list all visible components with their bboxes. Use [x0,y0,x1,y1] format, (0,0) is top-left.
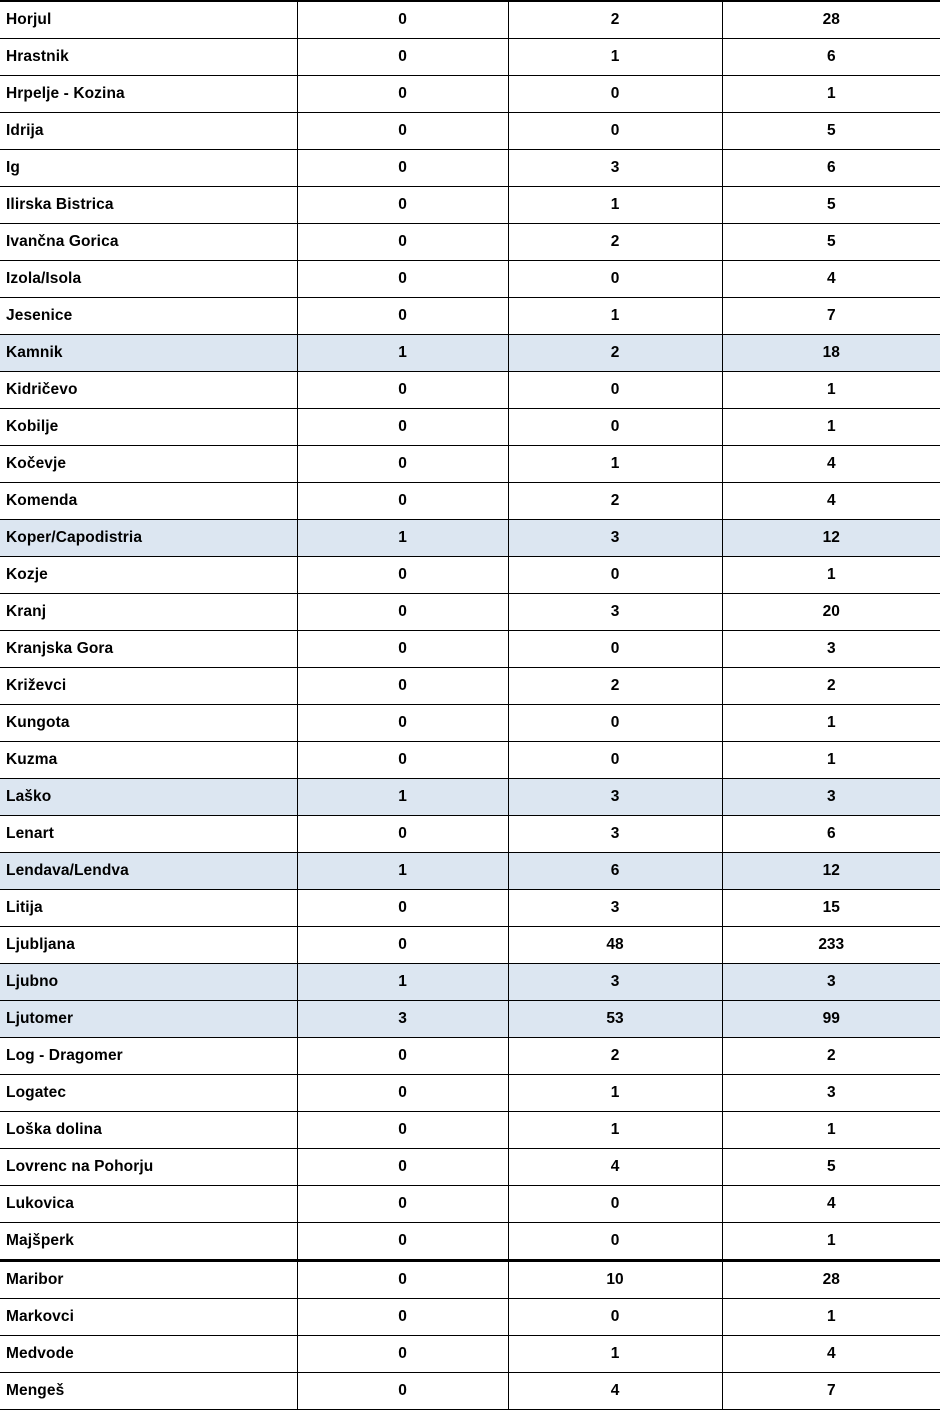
cell-value-2[interactable]: 10 [508,1261,722,1299]
cell-value-3[interactable]: 6 [722,39,940,76]
cell-municipality-name[interactable]: Ig [0,150,297,187]
cell-value-1[interactable]: 0 [297,446,508,483]
cell-value-1[interactable]: 0 [297,1223,508,1261]
cell-value-3[interactable]: 12 [722,853,940,890]
cell-value-2[interactable]: 0 [508,372,722,409]
cell-value-2[interactable]: 2 [508,224,722,261]
table-row[interactable] [0,483,940,520]
cell-municipality-name[interactable]: Kočevje [0,446,297,483]
cell-value-3[interactable]: 5 [722,187,940,224]
cell-value-2[interactable]: 0 [508,113,722,150]
cell-value-3[interactable]: 20 [722,594,940,631]
table-row[interactable] [0,1075,940,1112]
cell-value-2[interactable]: 0 [508,261,722,298]
table-row[interactable] [0,150,940,187]
cell-value-3[interactable]: 3 [722,964,940,1001]
cell-value-1[interactable]: 0 [297,890,508,927]
table-row[interactable] [0,1186,940,1223]
table-row[interactable] [0,1001,940,1038]
cell-value-1[interactable]: 0 [297,76,508,113]
cell-value-1[interactable]: 1 [297,520,508,557]
table-row[interactable] [0,1299,940,1336]
cell-municipality-name[interactable]: Kungota [0,705,297,742]
cell-municipality-name[interactable]: Ljubljana [0,927,297,964]
cell-value-3[interactable]: 1 [722,76,940,113]
cell-municipality-name[interactable]: Idrija [0,113,297,150]
cell-municipality-name[interactable]: Mengeš [0,1373,297,1410]
cell-value-1[interactable]: 0 [297,631,508,668]
cell-value-3[interactable]: 12 [722,520,940,557]
cell-value-3[interactable]: 5 [722,224,940,261]
cell-value-3[interactable]: 4 [722,446,940,483]
cell-value-3[interactable]: 5 [722,113,940,150]
cell-value-2[interactable]: 2 [508,1038,722,1075]
cell-value-3[interactable]: 1 [722,742,940,779]
cell-value-3[interactable]: 3 [722,779,940,816]
table-row[interactable] [0,705,940,742]
cell-value-1[interactable]: 0 [297,1373,508,1410]
cell-value-1[interactable]: 0 [297,224,508,261]
cell-value-2[interactable]: 3 [508,150,722,187]
cell-value-3[interactable]: 1 [722,1223,940,1261]
cell-value-2[interactable]: 2 [508,483,722,520]
cell-value-2[interactable]: 53 [508,1001,722,1038]
table-row[interactable] [0,594,940,631]
cell-value-1[interactable]: 0 [297,816,508,853]
cell-value-1[interactable]: 1 [297,779,508,816]
cell-value-1[interactable]: 3 [297,1001,508,1038]
cell-value-1[interactable]: 0 [297,705,508,742]
table-row[interactable] [0,446,940,483]
table-row[interactable] [0,890,940,927]
cell-value-3[interactable]: 1 [722,1299,940,1336]
cell-value-2[interactable]: 0 [508,1186,722,1223]
table-row[interactable] [0,335,940,372]
cell-value-1[interactable]: 0 [297,594,508,631]
table-row[interactable] [0,853,940,890]
cell-municipality-name[interactable]: Komenda [0,483,297,520]
cell-value-1[interactable]: 1 [297,964,508,1001]
cell-value-1[interactable]: 0 [297,668,508,705]
cell-value-1[interactable]: 0 [297,1261,508,1299]
cell-value-3[interactable]: 4 [722,261,940,298]
cell-municipality-name[interactable]: Kranj [0,594,297,631]
cell-value-2[interactable]: 3 [508,779,722,816]
cell-municipality-name[interactable]: Maribor [0,1261,297,1299]
cell-municipality-name[interactable]: Hrastnik [0,39,297,76]
cell-value-2[interactable]: 3 [508,594,722,631]
cell-value-2[interactable]: 3 [508,816,722,853]
cell-value-2[interactable]: 1 [508,1075,722,1112]
cell-value-1[interactable]: 0 [297,483,508,520]
cell-value-3[interactable]: 6 [722,150,940,187]
cell-value-2[interactable]: 0 [508,1299,722,1336]
cell-value-2[interactable]: 6 [508,853,722,890]
cell-value-1[interactable]: 0 [297,113,508,150]
cell-value-3[interactable]: 1 [722,409,940,446]
cell-value-2[interactable]: 2 [508,335,722,372]
cell-municipality-name[interactable]: Markovci [0,1299,297,1336]
table-row[interactable] [0,187,940,224]
cell-municipality-name[interactable]: Kidričevo [0,372,297,409]
cell-value-3[interactable]: 3 [722,631,940,668]
table-row[interactable] [0,372,940,409]
cell-value-2[interactable]: 1 [508,187,722,224]
cell-value-2[interactable]: 0 [508,409,722,446]
cell-value-3[interactable]: 4 [722,483,940,520]
cell-value-2[interactable]: 48 [508,927,722,964]
cell-value-3[interactable]: 28 [722,1261,940,1299]
cell-value-2[interactable]: 4 [508,1373,722,1410]
cell-municipality-name[interactable]: Medvode [0,1336,297,1373]
cell-value-3[interactable]: 1 [722,705,940,742]
table-row[interactable] [0,927,940,964]
cell-value-3[interactable]: 7 [722,1373,940,1410]
cell-value-2[interactable]: 4 [508,1149,722,1186]
cell-value-1[interactable]: 0 [297,1186,508,1223]
cell-value-2[interactable]: 0 [508,76,722,113]
table-row[interactable] [0,779,940,816]
cell-municipality-name[interactable]: Ljutomer [0,1001,297,1038]
table-row[interactable] [0,1149,940,1186]
cell-value-1[interactable]: 0 [297,150,508,187]
cell-value-1[interactable]: 0 [297,372,508,409]
cell-municipality-name[interactable]: Hrpelje - Kozina [0,76,297,113]
cell-value-1[interactable]: 0 [297,187,508,224]
cell-value-1[interactable]: 0 [297,261,508,298]
cell-value-1[interactable]: 1 [297,853,508,890]
cell-value-1[interactable]: 0 [297,742,508,779]
cell-value-1[interactable]: 1 [297,335,508,372]
table-body [0,1,940,1410]
cell-municipality-name[interactable]: Križevci [0,668,297,705]
cell-value-3[interactable]: 1 [722,1112,940,1149]
cell-value-3[interactable]: 6 [722,816,940,853]
cell-municipality-name[interactable]: Litija [0,890,297,927]
cell-value-3[interactable]: 1 [722,557,940,594]
cell-municipality-name[interactable]: Logatec [0,1075,297,1112]
cell-municipality-name[interactable]: Ljubno [0,964,297,1001]
cell-municipality-name[interactable]: Lovrenc na Pohorju [0,1149,297,1186]
cell-municipality-name[interactable]: Kobilje [0,409,297,446]
cell-municipality-name[interactable]: Ilirska Bistrica [0,187,297,224]
cell-municipality-name[interactable]: Lenart [0,816,297,853]
table-row[interactable] [0,113,940,150]
cell-value-3[interactable]: 2 [722,1038,940,1075]
cell-municipality-name[interactable]: Lukovica [0,1186,297,1223]
cell-municipality-name[interactable]: Lendava/Lendva [0,853,297,890]
cell-value-2[interactable]: 0 [508,742,722,779]
cell-value-3[interactable]: 1 [722,372,940,409]
cell-value-1[interactable]: 0 [297,557,508,594]
cell-value-3[interactable]: 3 [722,1075,940,1112]
table-row[interactable] [0,557,940,594]
cell-value-2[interactable]: 1 [508,1112,722,1149]
cell-value-3[interactable]: 2 [722,668,940,705]
cell-value-2[interactable]: 0 [508,631,722,668]
cell-municipality-name[interactable]: Laško [0,779,297,816]
cell-municipality-name[interactable]: Ivančna Gorica [0,224,297,261]
table-row[interactable] [0,742,940,779]
cell-value-2[interactable]: 3 [508,520,722,557]
cell-municipality-name[interactable]: Loška dolina [0,1112,297,1149]
cell-value-2[interactable]: 1 [508,298,722,335]
table-row[interactable] [0,261,940,298]
cell-value-2[interactable]: 3 [508,964,722,1001]
table-row[interactable] [0,1038,940,1075]
cell-municipality-name[interactable]: Jesenice [0,298,297,335]
cell-value-3[interactable]: 4 [722,1186,940,1223]
cell-municipality-name[interactable]: Kamnik [0,335,297,372]
cell-value-3[interactable]: 28 [722,1,940,39]
cell-value-1[interactable]: 0 [297,298,508,335]
cell-value-1[interactable]: 0 [297,1112,508,1149]
table-row[interactable] [0,1336,940,1373]
cell-municipality-name[interactable]: Izola/Isola [0,261,297,298]
table-row[interactable] [0,520,940,557]
table-row[interactable] [0,1373,940,1410]
cell-value-3[interactable]: 5 [722,1149,940,1186]
table-row[interactable] [0,39,940,76]
cell-value-2[interactable]: 0 [508,1223,722,1261]
table-row[interactable] [0,1112,940,1149]
cell-value-3[interactable]: 7 [722,298,940,335]
cell-value-2[interactable]: 2 [508,1,722,39]
cell-municipality-name[interactable]: Majšperk [0,1223,297,1261]
table-row[interactable] [0,964,940,1001]
cell-municipality-name[interactable]: Horjul [0,1,297,39]
cell-value-2[interactable]: 3 [508,890,722,927]
cell-value-2[interactable]: 0 [508,705,722,742]
table-row[interactable] [0,1,940,39]
table-row[interactable] [0,1261,940,1299]
table-row[interactable] [0,298,940,335]
cell-value-1[interactable]: 0 [297,1336,508,1373]
cell-municipality-name[interactable]: Kozje [0,557,297,594]
cell-value-1[interactable]: 0 [297,1149,508,1186]
table-row[interactable] [0,1223,940,1261]
cell-value-3[interactable]: 233 [722,927,940,964]
cell-value-3[interactable]: 4 [722,1336,940,1373]
cell-value-1[interactable]: 0 [297,927,508,964]
cell-value-2[interactable]: 1 [508,446,722,483]
cell-municipality-name[interactable]: Kuzma [0,742,297,779]
cell-value-1[interactable]: 0 [297,409,508,446]
cell-value-1[interactable]: 0 [297,1299,508,1336]
cell-municipality-name[interactable]: Koper/Capodistria [0,520,297,557]
cell-value-1[interactable]: 0 [297,1,508,39]
table-row[interactable] [0,631,940,668]
table-row[interactable] [0,76,940,113]
cell-value-3[interactable]: 99 [722,1001,940,1038]
cell-municipality-name[interactable]: Log - Dragomer [0,1038,297,1075]
cell-value-2[interactable]: 0 [508,557,722,594]
cell-value-1[interactable]: 0 [297,1075,508,1112]
table-row[interactable] [0,409,940,446]
cell-value-2[interactable]: 1 [508,39,722,76]
cell-value-3[interactable]: 15 [722,890,940,927]
cell-value-3[interactable]: 18 [722,335,940,372]
table-row[interactable] [0,816,940,853]
cell-value-2[interactable]: 2 [508,668,722,705]
table-row[interactable] [0,224,940,261]
cell-value-1[interactable]: 0 [297,1038,508,1075]
cell-value-1[interactable]: 0 [297,39,508,76]
table-row[interactable] [0,668,940,705]
cell-value-2[interactable]: 1 [508,1336,722,1373]
cell-municipality-name[interactable]: Kranjska Gora [0,631,297,668]
